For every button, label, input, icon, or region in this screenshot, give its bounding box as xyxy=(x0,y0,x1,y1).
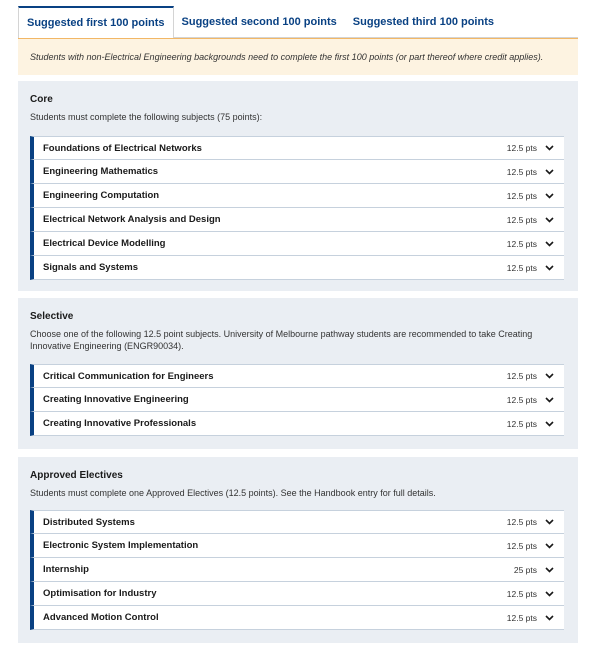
subject-points: 12.5 pts xyxy=(506,262,537,273)
subject-name: Advanced Motion Control xyxy=(43,612,159,623)
subject-row[interactable] xyxy=(30,558,564,582)
chevron-down-icon[interactable] xyxy=(544,263,554,273)
notice-banner xyxy=(18,38,578,75)
subject-name: Foundations of Electrical Networks xyxy=(43,142,202,154)
chevron-down-icon[interactable] xyxy=(544,419,554,429)
subject-points: 25 pts xyxy=(513,564,537,575)
subject-row[interactable] xyxy=(30,208,564,232)
subject-points: 12.5 pts xyxy=(506,190,537,201)
subject-points: 12.5 pts xyxy=(506,540,537,551)
subject-points: 12.5 pts xyxy=(506,517,537,527)
subject-name: Signals and Systems xyxy=(43,262,139,273)
subject-row[interactable] xyxy=(30,160,564,184)
tab-second-100-points[interactable]: Suggested second 100 points xyxy=(181,16,337,28)
chevron-down-icon[interactable] xyxy=(544,613,554,623)
subject-row[interactable] xyxy=(30,364,564,388)
subject-row[interactable] xyxy=(30,184,564,208)
chevron-down-icon[interactable] xyxy=(544,215,554,225)
subject-row[interactable] xyxy=(30,510,564,534)
subject-name: Electronic System Implementation xyxy=(43,540,199,551)
section-selective xyxy=(18,298,578,449)
chevron-down-icon[interactable] xyxy=(544,395,554,405)
subject-list xyxy=(30,510,564,630)
section-description: Students must complete the following subjects (75 points): xyxy=(30,112,263,122)
chevron-down-icon[interactable] xyxy=(544,565,554,575)
subject-points: 12.5 pts xyxy=(506,143,537,153)
subject-points: 12.5 pts xyxy=(506,588,537,599)
chevron-down-icon[interactable] xyxy=(544,143,554,153)
tab-first-100-points[interactable]: Suggested first 100 points xyxy=(18,6,174,39)
subject-points: 12.5 pts xyxy=(506,418,537,429)
section-core xyxy=(18,81,578,291)
subject-name: Internship xyxy=(43,564,89,575)
chevron-down-icon[interactable] xyxy=(544,371,554,381)
subject-row[interactable] xyxy=(30,136,564,160)
subject-row[interactable] xyxy=(30,582,564,606)
subject-points: 12.5 pts xyxy=(506,371,537,381)
section-description: Choose one of the following 12.5 point subjects. University of Melbourne pathway students are recommended to take Creating Innovative Engineering (ENGR90034). xyxy=(30,329,533,351)
subject-row[interactable] xyxy=(30,232,564,256)
subject-name: Critical Communication for Engineers xyxy=(43,370,214,382)
subject-points: 12.5 pts xyxy=(506,612,537,623)
subject-row[interactable] xyxy=(30,534,564,558)
chevron-down-icon[interactable] xyxy=(544,589,554,599)
subject-points: 12.5 pts xyxy=(506,394,537,405)
chevron-down-icon[interactable] xyxy=(544,167,554,177)
subject-name: Creating Innovative Engineering xyxy=(43,394,189,405)
subject-row[interactable] xyxy=(30,412,564,436)
subject-row[interactable] xyxy=(30,388,564,412)
chevron-down-icon[interactable] xyxy=(544,541,554,551)
subject-row[interactable] xyxy=(30,256,564,280)
subject-name: Creating Innovative Professionals xyxy=(43,418,197,429)
chevron-down-icon[interactable] xyxy=(544,239,554,249)
tab-bar xyxy=(18,6,578,38)
subject-points: 12.5 pts xyxy=(506,214,537,225)
section-description: Students must complete one Approved Electives (12.5 points). See the Handbook entry for full details. xyxy=(30,488,436,498)
subject-name: Electrical Device Modelling xyxy=(43,238,166,249)
chevron-down-icon[interactable] xyxy=(544,517,554,527)
subject-list xyxy=(30,136,564,280)
section-title: Selective xyxy=(30,311,74,322)
tab-third-100-points[interactable]: Suggested third 100 points xyxy=(352,16,494,28)
section-title: Core xyxy=(30,94,53,105)
section-approved-electives xyxy=(18,457,578,643)
subject-name: Distributed Systems xyxy=(43,516,135,528)
section-title: Approved Electives xyxy=(30,470,123,481)
subject-name: Engineering Computation xyxy=(43,190,160,201)
subject-row[interactable] xyxy=(30,606,564,630)
subject-name: Electrical Network Analysis and Design xyxy=(43,214,221,225)
notice-text: Students with non-Electrical Engineering backgrounds need to complete the first 100 points (or part thereof where credit applies). xyxy=(30,52,544,62)
subject-points: 12.5 pts xyxy=(506,238,537,249)
subject-list xyxy=(30,364,564,436)
subject-points: 12.5 pts xyxy=(506,166,537,177)
subject-name: Engineering Mathematics xyxy=(43,166,159,177)
chevron-down-icon[interactable] xyxy=(544,191,554,201)
subject-name: Optimisation for Industry xyxy=(43,588,157,599)
